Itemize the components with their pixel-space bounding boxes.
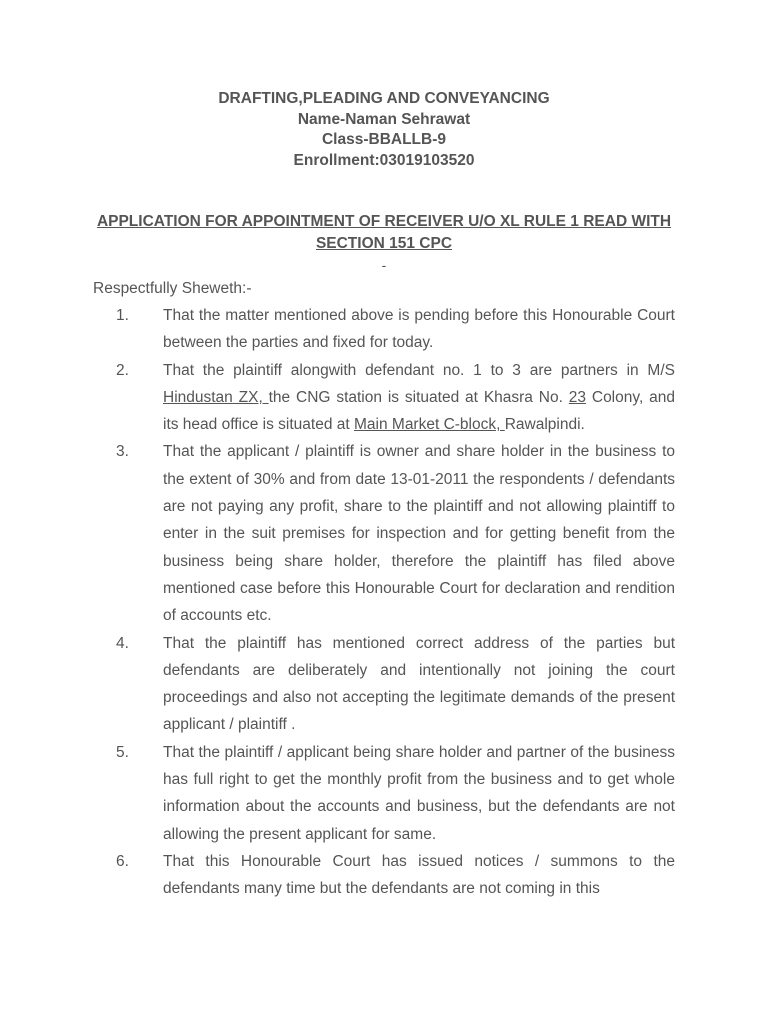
list-item: [93, 630, 675, 739]
document-header: [0, 89, 768, 171]
item-text-part: Rawalpindi.: [504, 416, 585, 434]
list-item: [93, 438, 675, 629]
list-item: [93, 739, 675, 848]
item-number: 1.: [116, 307, 129, 324]
list-item: [93, 357, 675, 439]
intro-text: Respectfully Sheweth:-: [93, 280, 252, 297]
list-item: [93, 848, 675, 903]
item-text: That the matter mentioned above is pending before this Honourable Court between the parties and fixed for today.: [163, 307, 675, 352]
item-number: 3.: [116, 443, 129, 461]
student-class: Class-BBALLB-9: [321, 131, 446, 148]
application-title: APPLICATION FOR APPOINTMENT OF RECEIVER U/O XL RULE 1 READ WITH SECTION 151 CPC: [96, 213, 672, 252]
item-text-part: That the plaintiff alongwith defendant no. 1 to 3 are partners in M/S: [163, 361, 675, 379]
item-text: That the applicant / plaintiff is owner and share holder in the business to the extent of 30% and from date 13-01-2011 the respondents / defendants are not paying any profit, share to the plaintiff and not allowing plaintiff to enter in the suit premises for inspection and for getting benefit from the business being share holder, therefore the plaintiff has filed above mentioned case before this Honourable Court for declaration and rendition of accounts etc.: [163, 443, 675, 625]
item-text: That the plaintiff / applicant being share holder and partner of the business has full right to get the monthly profit from the business and to get whole information about the accounts and business, but the defendants are not allowing the present applicant for same.: [163, 743, 675, 843]
item-number: 6.: [116, 852, 129, 870]
item-number: 2.: [116, 361, 129, 379]
enrollment-number: Enrollment:03019103520: [293, 151, 475, 169]
item-number: 5.: [116, 743, 129, 761]
item-text-part: the CNG station is situated at Khasra No.: [268, 388, 569, 406]
firm-name: Hindustan ZX,: [163, 388, 269, 406]
paragraph-list: [93, 302, 675, 903]
list-item: [93, 302, 675, 357]
student-name: Name-Naman Sehrawat: [297, 110, 471, 128]
item-number: 4.: [116, 634, 129, 652]
office-address: Main Market C-block,: [354, 416, 505, 434]
item-text: That the plaintiff has mentioned correct address of the parties but defendants are deliberately and intentionally not joining the court proceedings and also not accepting the legitimate demands of the present applicant / plaintiff .: [163, 634, 675, 734]
item-text-part: Colony, and its head office is situated at: [163, 388, 675, 434]
khasra-number: 23: [568, 388, 587, 406]
course-title: DRAFTING,PLEADING AND CONVEYANCING: [218, 90, 550, 107]
item-text: That this Honourable Court has issued notices / summons to the defendants many time but the defendants are not coming in this: [163, 852, 675, 898]
separator-dash: -: [381, 257, 387, 273]
